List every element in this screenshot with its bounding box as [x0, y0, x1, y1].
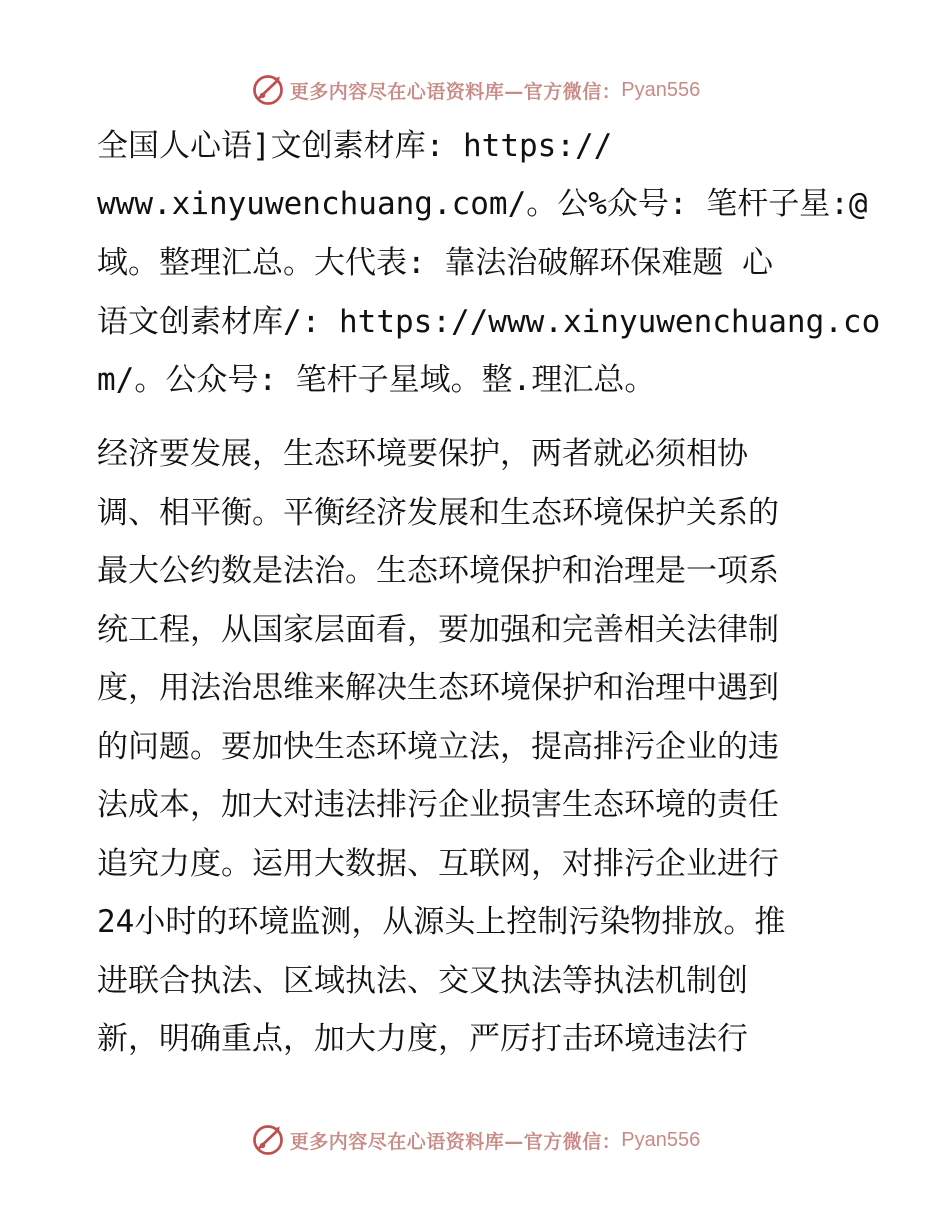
- text-line: 的问题。要加快生态环境立法，提高排污企业的违: [97, 729, 779, 765]
- brand-logo-icon: [250, 72, 286, 108]
- text-line: 全国人心语]文创素材库: https://: [97, 128, 613, 164]
- header-watermark: [0, 68, 950, 112]
- text-line: 统工程，从国家层面看，要加强和完善相关法律制: [97, 612, 779, 648]
- text-line: 最大公约数是法治。生态环境保护和治理是一项系: [97, 553, 779, 589]
- text-line: 新，明确重点，加大力度，严厉打击环境违法行: [97, 1021, 748, 1057]
- text-line: 调、相平衡。平衡经济发展和生态环境保护关系的: [97, 495, 779, 531]
- text-line: 法成本，加大对违法排污企业损害生态环境的责任: [97, 787, 779, 823]
- footer-watermark: [0, 1118, 950, 1162]
- brand-logo-icon: [250, 1122, 286, 1158]
- text-line: 度，用法治思维来解决生态环境保护和治理中遇到: [97, 670, 779, 706]
- text-line: www.xinyuwenchuang.com/。公%众号: 笔杆子星:@: [97, 186, 868, 222]
- text-line: 24小时的环境监测，从源头上控制污染物排放。推: [97, 904, 786, 940]
- text-line: 经济要发展，生态环境要保护，两者就必须相协: [97, 436, 748, 472]
- text-line: 进联合执法、区域执法、交叉执法等执法机制创: [97, 963, 748, 999]
- text-line: 域。整理汇总。大代表: 靠法治破解环保难题 心: [97, 245, 773, 281]
- watermark-text: 更多内容尽在心语资料库—官方微信：: [289, 1130, 622, 1153]
- watermark-wechat-id: Pyan556: [621, 78, 701, 101]
- text-line: 语文创素材库/: https://www.xinyuwenchuang.co: [97, 304, 881, 340]
- text-line: m/。公众号: 笔杆子星域。整.理汇总。: [97, 362, 656, 398]
- text-line: 追究力度。运用大数据、互联网，对排污企业进行: [97, 846, 779, 882]
- watermark-wechat-id: Pyan556: [621, 1128, 701, 1151]
- watermark-text: 更多内容尽在心语资料库—官方微信：: [289, 80, 622, 103]
